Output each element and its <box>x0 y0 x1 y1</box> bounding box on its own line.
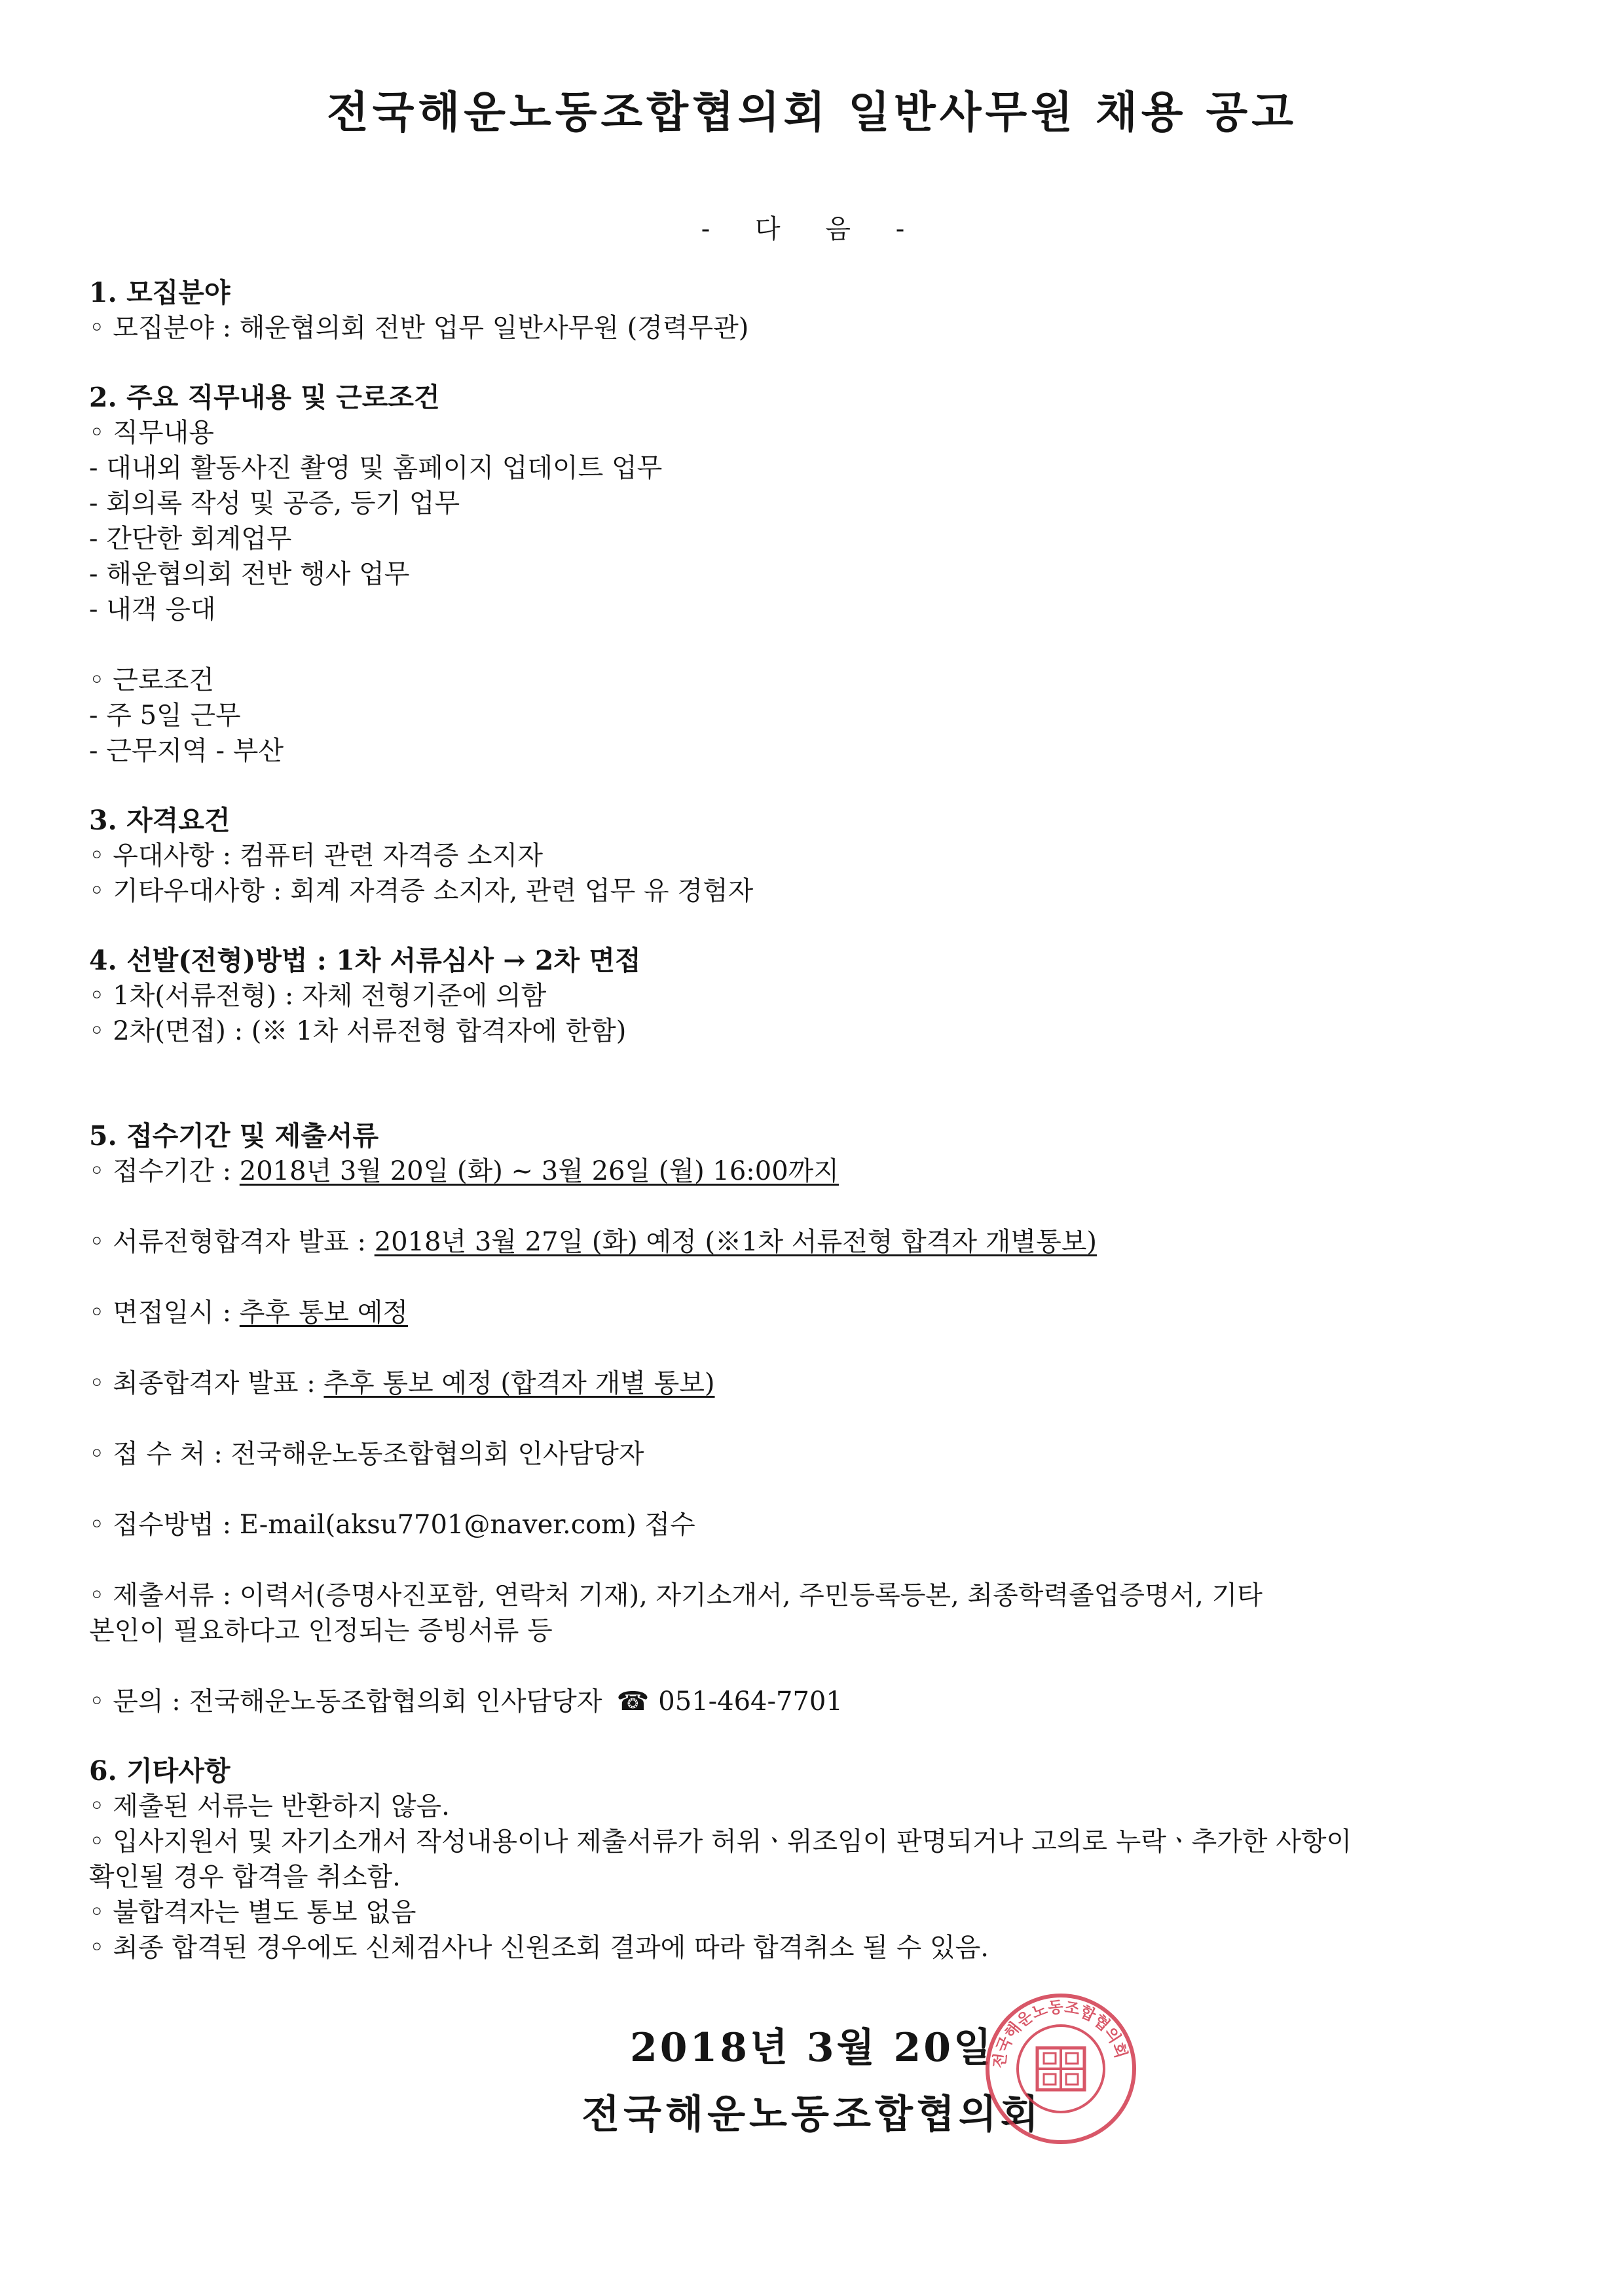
text-line: - 대내외 활동사진 촬영 및 홈페이지 업데이트 업무 <box>89 453 663 483</box>
document-body <box>89 275 1543 1999</box>
section-title: 5. 접수기간 및 제출서류 <box>89 1120 379 1152</box>
item-value-continued: 본인이 필요하다고 인정되는 증빙서류 등 <box>89 1616 553 1646</box>
final-result-announcement <box>89 1366 1543 1401</box>
text-line: ◦ 모집분야 : 해운협의회 전반 업무 일반사무원 (경력무관) <box>89 313 749 343</box>
text-line: - 회의록 작성 및 공증, 등기 업무 <box>89 488 460 519</box>
item-value: 전국해운노동조합협의회 인사담당자 <box>189 1686 602 1717</box>
required-documents <box>89 1578 1543 1649</box>
item-label: ◦ 문의 : <box>89 1686 189 1717</box>
item-value: E-mail(aksu7701@naver.com) 접수 <box>239 1510 695 1540</box>
text-line: - 간단한 회계업무 <box>89 524 292 554</box>
text-line: ◦ 입사지원서 및 자기소개서 작성내용이나 제출서류가 허위ㆍ위조임이 판명되거나 고의로 누락ㆍ추가한 사항이 <box>89 1827 1352 1857</box>
document-title: 전국해운노동조합협의회 일반사무원 채용 공고 <box>326 86 1298 137</box>
section-title: 3. 자격요건 <box>89 805 231 836</box>
item-value: 추후 통보 예정 (합격자 개별 통보) <box>323 1368 715 1398</box>
text-line: - 내객 응대 <box>89 594 216 625</box>
application-office <box>89 1436 1543 1472</box>
text-line: - 근무지역 - 부산 <box>89 736 284 766</box>
application-method <box>89 1507 1543 1542</box>
seal-text: 전국해운노동조합협의회 <box>989 1997 1131 2069</box>
phone-number: 051-464-7701 <box>658 1686 843 1717</box>
section-title: 6. 기타사항 <box>89 1755 231 1787</box>
interview-date <box>89 1295 1543 1330</box>
official-seal-icon <box>982 1990 1139 2147</box>
text-line: ◦ 2차(면접) : (※ 1차 서류전형 합격자에 한함) <box>89 1016 627 1046</box>
text-line: ◦ 불합격자는 별도 통보 없음 <box>89 1897 416 1927</box>
item-value: 전국해운노동조합협의회 인사담당자 <box>231 1439 644 1469</box>
section-recruitment-field <box>89 275 1543 346</box>
item-value: 추후 통보 예정 <box>239 1298 409 1328</box>
section-title: 4. 선발(전형)방법 : 1차 서류심사 → 2차 면접 <box>89 945 641 976</box>
item-label: ◦ 접수기간 : <box>89 1156 240 1186</box>
section-title: 2. 주요 직무내용 및 근로조건 <box>89 382 440 413</box>
text-line: - 해운협의회 전반 행사 업무 <box>89 559 410 589</box>
text-line: ◦ 1차(서류전형) : 자체 전형기준에 의함 <box>89 981 547 1011</box>
text-line: ◦ 기타우대사항 : 회계 자격증 소지자, 관련 업무 유 경험자 <box>89 876 754 906</box>
text-line: ◦ 직무내용 <box>89 418 214 448</box>
item-label: ◦ 접수방법 : <box>89 1510 240 1540</box>
item-label: ◦ 제출서류 : <box>89 1580 240 1611</box>
section-selection-method <box>89 943 1543 1049</box>
footer-date: 2018년 3월 20일 <box>630 2025 994 2071</box>
item-value: 2018년 3월 27일 (화) 예정 (※1차 서류전형 합격자 개별통보) <box>374 1227 1097 1257</box>
section-qualifications <box>89 803 1543 909</box>
text-line: ◦ 우대사항 : 컴퓨터 관련 자격증 소지자 <box>89 841 543 871</box>
document-result-announcement <box>89 1224 1543 1260</box>
footer-organization: 전국해운노동조합협의회 <box>581 2092 1043 2138</box>
text-line: - 주 5일 근무 <box>89 701 241 731</box>
section-title: 1. 모집분야 <box>89 277 231 308</box>
item-label: ◦ 최종합격자 발표 : <box>89 1368 324 1398</box>
application-period <box>89 1154 1543 1189</box>
item-label: ◦ 접 수 처 : <box>89 1439 231 1469</box>
item-label: ◦ 서류전형합격자 발표 : <box>89 1227 375 1257</box>
phone-icon: ☎ <box>616 1686 650 1717</box>
section-duties-conditions <box>89 380 1543 769</box>
subheading: - 다 음 - <box>701 214 923 244</box>
item-label: ◦ 면접일시 : <box>89 1298 240 1328</box>
text-line: ◦ 근로조건 <box>89 665 214 695</box>
text-line: ◦ 최종 합격된 경우에도 신체검사나 신원조회 결과에 따라 합격취소 될 수 있음. <box>89 1933 989 1963</box>
section-application <box>89 1118 1543 1719</box>
inquiry <box>89 1684 1543 1719</box>
item-value: 이력서(증명사진포함, 연락처 기재), 자기소개서, 주민등록등본, 최종학력졸업증명서, 기타 <box>239 1580 1263 1611</box>
text-line: ◦ 제출된 서류는 반환하지 않음. <box>89 1791 450 1821</box>
section-other-notes <box>89 1753 1543 1965</box>
text-line: 확인될 경우 합격을 취소함. <box>89 1862 401 1892</box>
item-value: 2018년 3월 20일 (화) ~ 3월 26일 (월) 16:00까지 <box>239 1156 839 1186</box>
